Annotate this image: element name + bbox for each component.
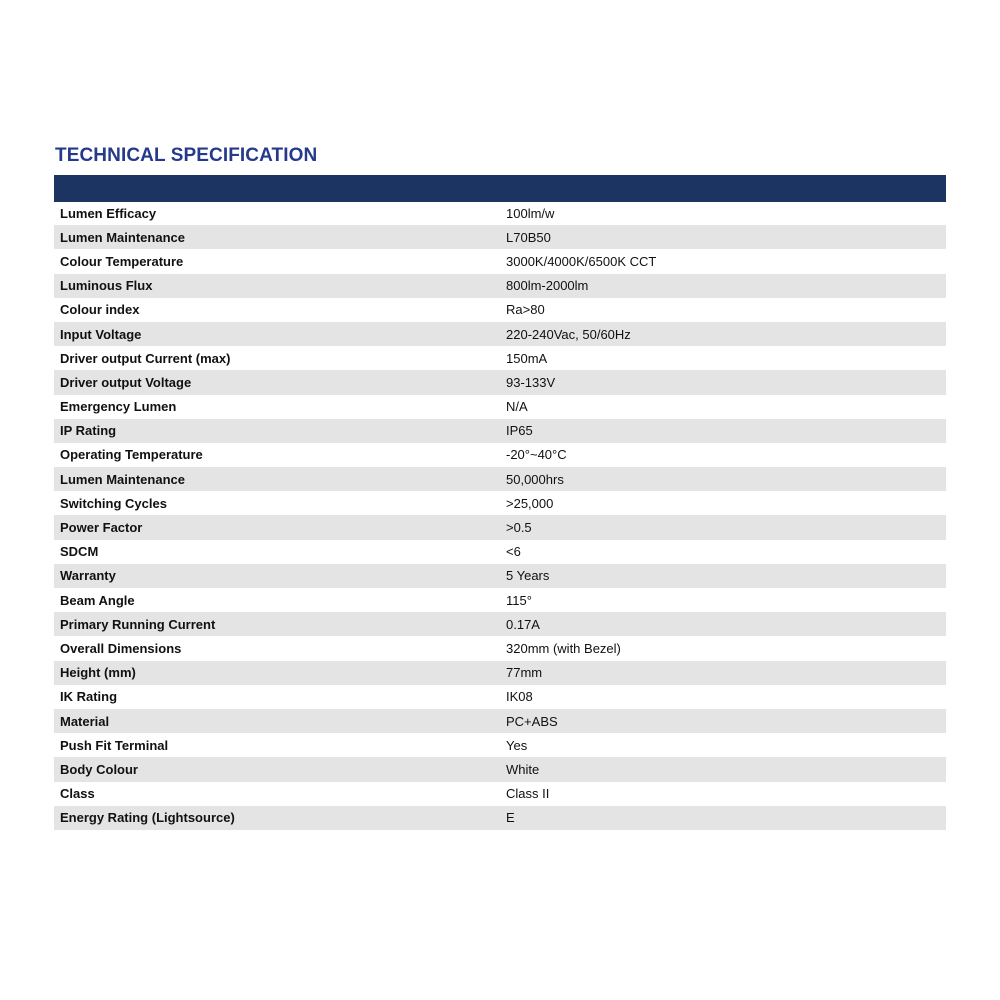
table-row (54, 540, 946, 564)
spec-value: Class II (506, 786, 550, 802)
spec-value: 93-133V (506, 374, 556, 390)
spec-value: N/A (506, 399, 528, 415)
spec-label: Class (60, 786, 95, 802)
spec-value: <6 (506, 544, 521, 560)
spec-label: Energy Rating (Lightsource) (60, 810, 235, 826)
spec-value: 100lm/w (506, 205, 555, 221)
spec-label: Warranty (60, 568, 116, 584)
table-row (54, 201, 946, 225)
spec-label: Luminous Flux (60, 278, 153, 294)
spec-label: Colour index (60, 302, 140, 318)
table-row (54, 685, 946, 709)
spec-label: Lumen Maintenance (60, 229, 185, 245)
spec-label: Emergency Lumen (60, 399, 177, 415)
page-title: TECHNICAL SPECIFICATION (55, 145, 318, 166)
table-row (54, 443, 946, 467)
spec-value: 115° (506, 592, 532, 608)
spec-value: 320mm (with Bezel) (506, 640, 621, 656)
table-row (54, 225, 946, 249)
spec-value: 220-240Vac, 50/60Hz (506, 326, 631, 342)
spec-label: Primary Running Current (60, 616, 216, 632)
table-row (54, 515, 946, 539)
spec-label: Material (60, 713, 110, 729)
spec-value: -20°~40°C (506, 447, 567, 463)
table-row (54, 612, 946, 636)
spec-value: White (506, 761, 540, 777)
spec-label: Switching Cycles (60, 495, 167, 511)
table-row (54, 564, 946, 588)
spec-label: Overall Dimensions (60, 640, 182, 656)
spec-value: E (506, 810, 515, 826)
table-header-bar (54, 175, 946, 202)
table-row (54, 274, 946, 298)
spec-value: 800lm-2000lm (506, 278, 589, 294)
spec-label: Power Factor (60, 520, 143, 536)
spec-label: Push Fit Terminal (60, 737, 169, 753)
spec-value: 5 Years (506, 568, 550, 584)
spec-value: 50,000hrs (506, 471, 564, 487)
table-row (54, 782, 946, 806)
table-row (54, 395, 946, 419)
spec-value: Yes (506, 737, 528, 753)
table-row (54, 322, 946, 346)
spec-label: Lumen Efficacy (60, 205, 157, 221)
spec-label: Driver output Current (max) (60, 350, 231, 366)
spec-table (54, 201, 946, 830)
table-row (54, 733, 946, 757)
table-row (54, 467, 946, 491)
spec-value: 0.17A (506, 616, 540, 632)
table-row (54, 346, 946, 370)
table-row (54, 588, 946, 612)
table-row (54, 661, 946, 685)
spec-label: Operating Temperature (60, 447, 203, 463)
spec-label: Input Voltage (60, 326, 142, 342)
spec-value: IP65 (506, 423, 533, 439)
table-row (54, 757, 946, 781)
spec-value: 3000K/4000K/6500K CCT (506, 253, 657, 269)
spec-value: 77mm (506, 665, 543, 681)
spec-label: Colour Temperature (60, 253, 184, 269)
spec-label: Driver output Voltage (60, 374, 192, 390)
table-row (54, 419, 946, 443)
spec-value: IK08 (506, 689, 533, 705)
spec-value: L70B50 (506, 229, 551, 245)
spec-value: PC+ABS (506, 713, 558, 729)
spec-value: >0.5 (506, 520, 532, 536)
table-row (54, 636, 946, 660)
spec-label: SDCM (60, 544, 99, 560)
spec-label: Body Colour (60, 761, 138, 777)
spec-label: IP Rating (60, 423, 117, 439)
table-row (54, 370, 946, 394)
spec-label: IK Rating (60, 689, 118, 705)
table-row (54, 709, 946, 733)
spec-value: Ra>80 (506, 302, 545, 318)
table-row (54, 249, 946, 273)
spec-label: Beam Angle (60, 592, 135, 608)
table-row (54, 298, 946, 322)
spec-value: 150mA (506, 350, 548, 366)
table-row (54, 806, 946, 830)
spec-label: Height (mm) (60, 665, 136, 681)
spec-label: Lumen Maintenance (60, 471, 185, 487)
table-row (54, 491, 946, 515)
spec-value: >25,000 (506, 495, 554, 511)
